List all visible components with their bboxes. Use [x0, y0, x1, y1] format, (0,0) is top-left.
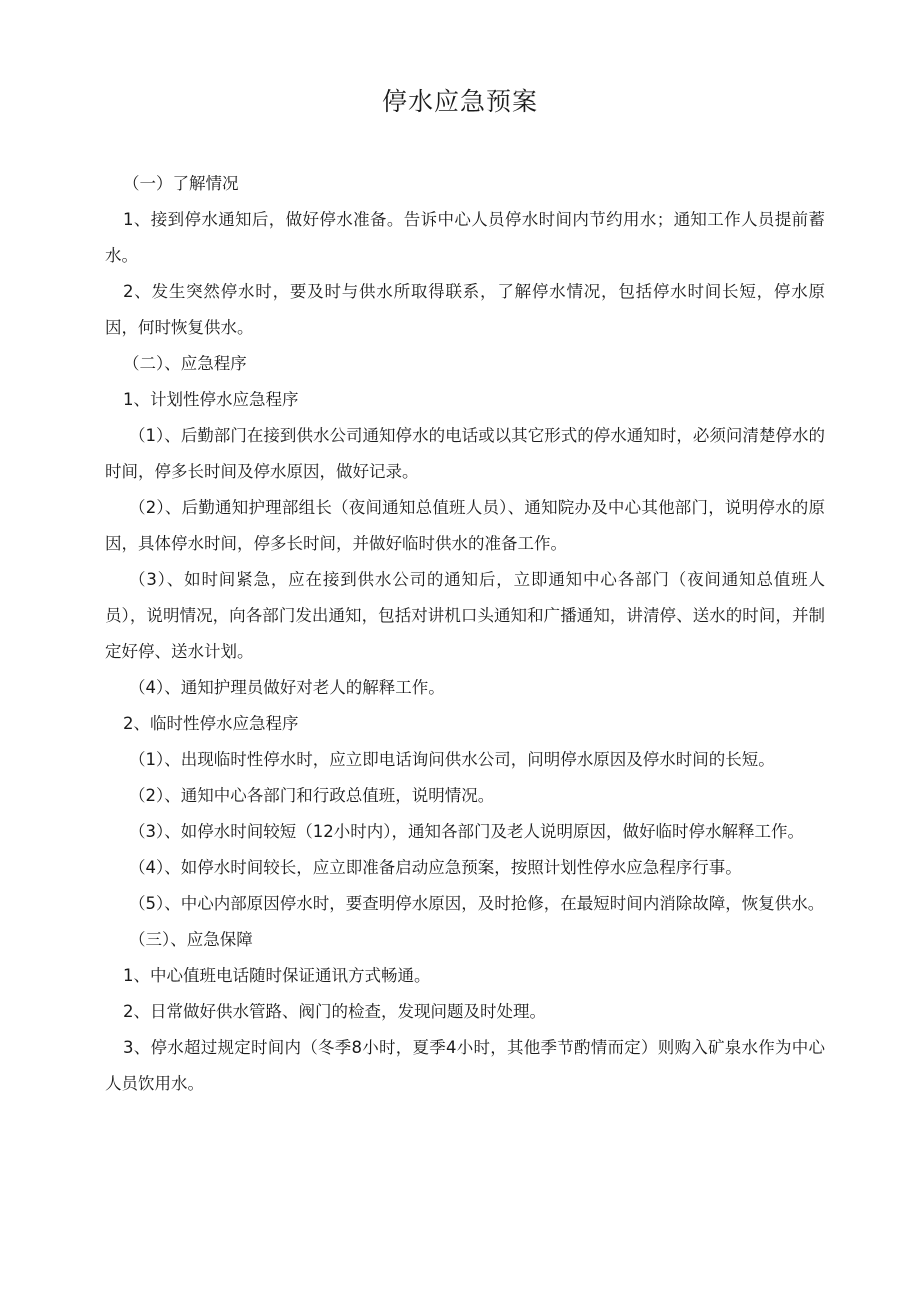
- section-heading: （二）、应急程序: [123, 354, 247, 373]
- paragraph: 1、中心值班电话随时保证通讯方式畅通。: [123, 966, 431, 985]
- paragraph: （5）、中心内部原因停水时，要查明停水原因，及时抢修，在最短时间内消除故障，恢复供水。: [129, 894, 825, 913]
- paragraph: （3）、如时间紧急，应在接到供水公司的通知后，立即通知中心各部门（夜间通知总值班人员），说明情况，向各部门发出通知，包括对讲机口头通知和广播通知，讲清停、送水的时间，并制定好停、送水计划。: [105, 570, 825, 661]
- paragraph: （1）、后勤部门在接到供水公司通知停水的电话或以其它形式的停水通知时，必须问清楚停水的时间，停多长时间及停水原因，做好记录。: [105, 426, 825, 481]
- paragraph: （2）、通知中心各部门和行政总值班，说明情况。: [129, 786, 495, 805]
- document-body: [105, 166, 825, 1102]
- paragraph: 2、日常做好供水管路、阀门的检查，发现问题及时处理。: [123, 1002, 546, 1021]
- paragraph: 3、停水超过规定时间内（冬季8小时，夏季4小时，其他季节酌情而定）则购入矿泉水作为中心人员饮用水。: [105, 1038, 825, 1093]
- paragraph: （4）、如停水时间较长，应立即准备启动应急预案，按照计划性停水应急程序行事。: [129, 858, 742, 877]
- paragraph: （1）、出现临时性停水时，应立即电话询问供水公司，问明停水原因及停水时间的长短。: [129, 750, 775, 769]
- paragraph: （2）、后勤通知护理部组长（夜间通知总值班人员）、通知院办及中心其他部门，说明停水的原因，具体停水时间，停多长时间，并做好临时供水的准备工作。: [105, 498, 825, 553]
- paragraph: 2、发生突然停水时，要及时与供水所取得联系，了解停水情况，包括停水时间长短，停水原因，何时恢复供水。: [105, 282, 825, 337]
- paragraph: （3）、如停水时间较短（12小时内），通知各部门及老人说明原因，做好临时停水解释工作。: [129, 822, 804, 841]
- paragraph: （4）、通知护理员做好对老人的解释工作。: [129, 678, 445, 697]
- section-heading: （一）了解情况: [123, 174, 239, 193]
- section-heading: （三）、应急保障: [129, 930, 253, 949]
- document-title: 停水应急预案: [381, 87, 538, 116]
- paragraph: 1、接到停水通知后，做好停水准备。告诉中心人员停水时间内节约用水；通知工作人员提前蓄水。: [105, 210, 825, 265]
- subsection-heading: 2、临时性停水应急程序: [123, 714, 299, 733]
- subsection-heading: 1、计划性停水应急程序: [123, 390, 299, 409]
